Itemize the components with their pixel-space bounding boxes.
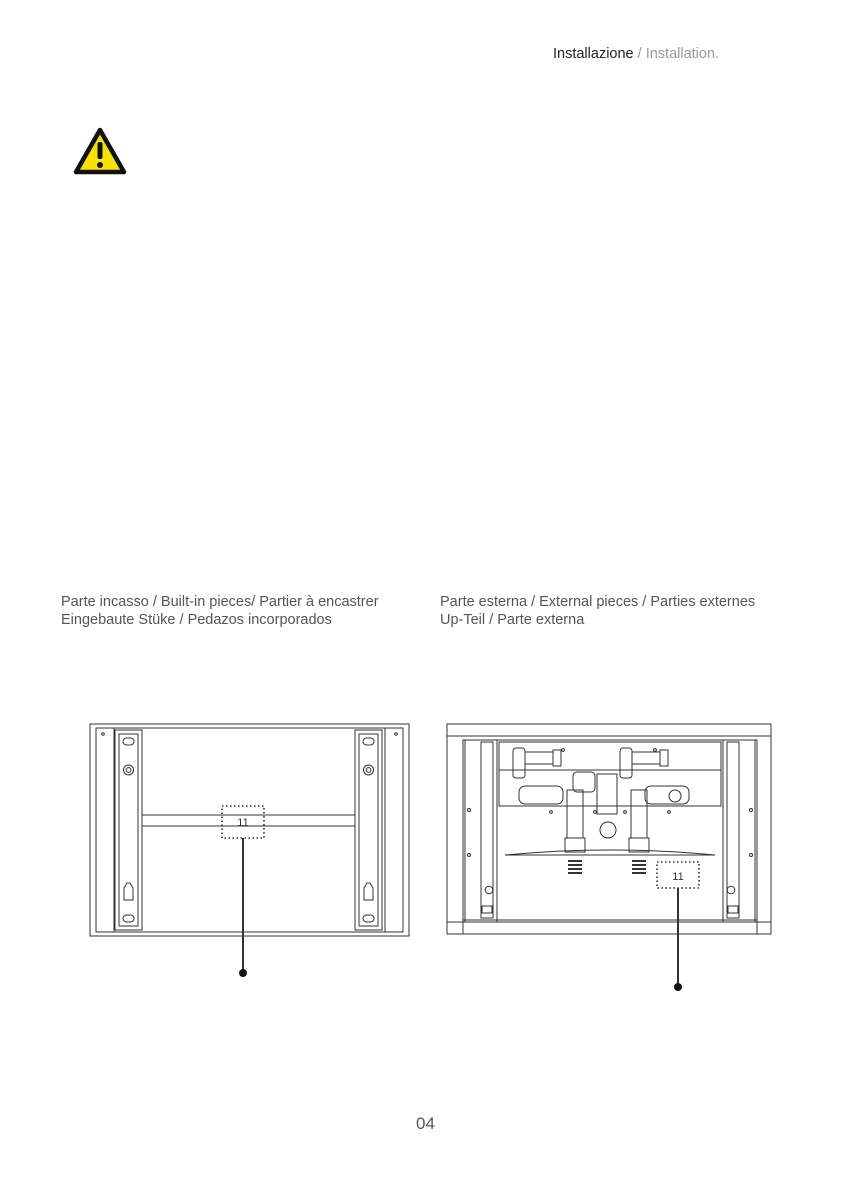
external-caption — [440, 593, 755, 629]
section-header — [553, 46, 719, 62]
warning-triangle-icon — [73, 127, 127, 175]
built-in-leader-dot — [239, 969, 247, 977]
external-left-bracket — [465, 740, 497, 922]
built-in-caption-line2: Eingebaute Stüke / Pedazos incorporados — [61, 612, 332, 628]
valve-threads — [568, 861, 646, 873]
external-frame — [447, 724, 771, 934]
external-caption-line2: Up-Teil / Parte externa — [440, 612, 585, 628]
external-pieces-drawing — [445, 720, 775, 995]
external-callout-label: 11 — [672, 871, 684, 883]
header-primary: Installazione — [553, 46, 634, 62]
header-separator: / — [633, 46, 646, 62]
page-number: 04 — [416, 1114, 435, 1133]
right-bracket — [355, 730, 382, 930]
built-in-callout-label: 11 — [237, 817, 249, 829]
built-in-caption — [61, 593, 379, 629]
external-right-bracket — [723, 740, 755, 922]
header-secondary: Installation. — [645, 46, 720, 62]
left-bracket — [115, 730, 142, 930]
built-in-caption-line1: Parte incasso / Built-in pieces/ Partier à encastrer — [61, 594, 379, 610]
external-leader-dot — [674, 983, 682, 991]
built-in-pieces-drawing — [88, 720, 413, 980]
pipe-fittings — [513, 748, 689, 852]
external-caption-line1: Parte esterna / External pieces / Parties externes — [440, 594, 756, 610]
